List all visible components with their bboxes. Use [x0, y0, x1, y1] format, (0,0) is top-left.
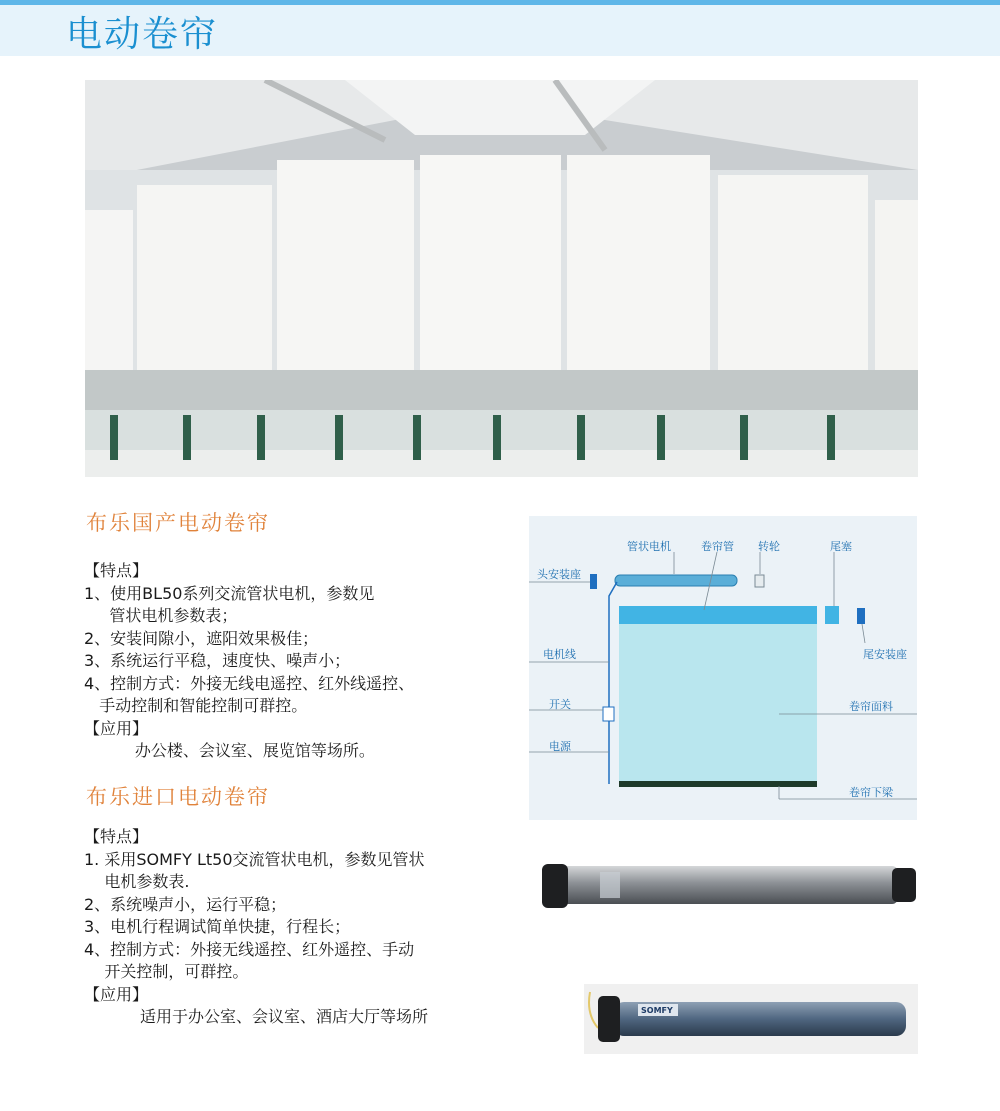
section-title-domestic: 布乐国产电动卷帘 [86, 511, 270, 535]
hero-photo-roller-blinds [85, 80, 918, 477]
text-line: 开关控制，可群控。 [84, 962, 249, 981]
label-tube-motor: 管状电机 [627, 540, 671, 553]
text-line: 手动控制和智能控制可群控。 [84, 696, 308, 715]
text-line: 管状电机参数表； [84, 606, 238, 625]
header-accent-line [0, 0, 1000, 5]
text-line: 1. 采用SOMFY Lt50交流管状电机，参数见管状 [84, 849, 425, 869]
text-line: 【特点】 [84, 827, 149, 846]
diagram-drawing [529, 516, 917, 820]
text-line: 电机参数表. [84, 872, 190, 891]
text-line: 3、系统运行平稳，速度快、噪声小； [84, 651, 351, 670]
tube-motor-illustration-somfy [584, 984, 918, 1054]
section-title-imported: 布乐进口电动卷帘 [86, 785, 270, 809]
label-fabric: 卷帘面料 [849, 700, 893, 713]
text-line: 2、安装间隙小，遮阳效果极佳； [84, 628, 319, 648]
text-line: 4、控制方式：外接无线遥控、红外遥控、手动 [84, 939, 415, 959]
text-line: 2、系统噪声小，运行平稳； [84, 894, 287, 914]
label-roller-tube: 卷帘管 [701, 540, 734, 553]
page-title: 电动卷帘 [66, 14, 219, 55]
text-line: 1、使用BL50系列交流管状电机，参数见 [84, 583, 375, 603]
tube-motor-illustration-1 [540, 858, 918, 914]
label-tail-mount: 尾安装座 [863, 648, 907, 661]
tube-motor-photo-somfy [584, 984, 918, 1054]
domestic-features-text [84, 560, 414, 763]
tube-motor-photo-1 [540, 858, 918, 914]
text-line: 适用于办公室、会议室、酒店大厅等场所 [84, 1007, 428, 1026]
text-line: 3、电机行程调试简单快捷，行程长； [84, 917, 351, 936]
roller-blind-diagram [529, 516, 917, 820]
label-wheel: 转轮 [758, 540, 780, 553]
label-motor-cable: 电机线 [543, 648, 576, 661]
text-line: 办公楼、会议室、展览馆等场所。 [84, 741, 375, 760]
label-power: 电源 [549, 740, 571, 753]
label-bottom-bar: 卷帘下梁 [849, 786, 893, 799]
somfy-brand-label: SOMFY [641, 1006, 673, 1015]
text-line: 【应用】 [84, 718, 149, 738]
imported-features-text [84, 826, 428, 1029]
label-end-plug: 尾塞 [830, 540, 852, 553]
hero-illustration [85, 80, 918, 477]
label-head-mount: 头安装座 [537, 568, 581, 581]
label-switch: 开关 [549, 698, 571, 711]
text-line: 【特点】 [84, 561, 149, 580]
text-line: 【应用】 [84, 984, 149, 1004]
text-line: 4、控制方式：外接无线电遥控、红外线遥控、 [84, 673, 415, 693]
